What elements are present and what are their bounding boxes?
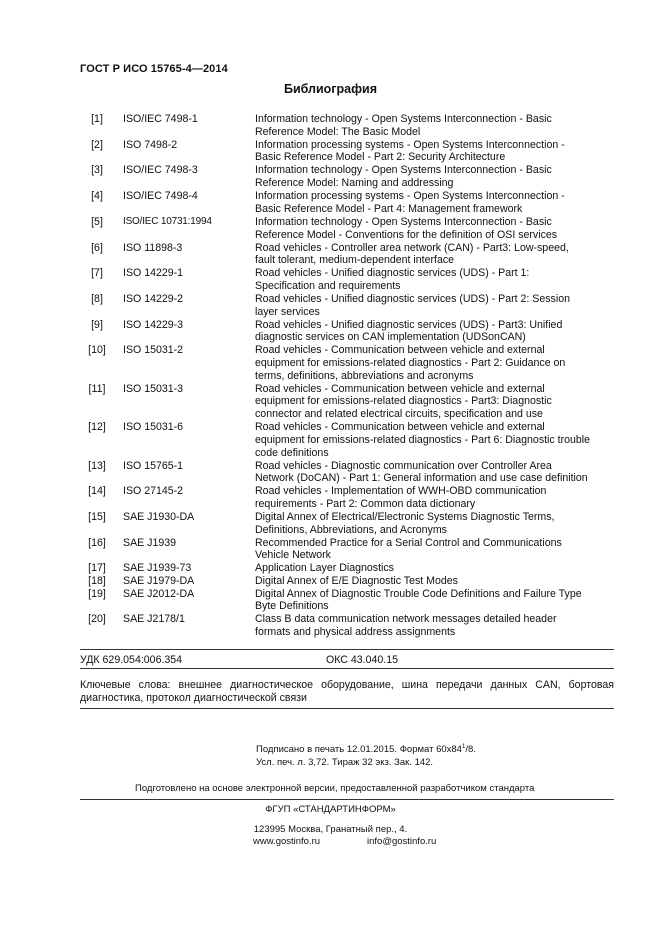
entry-description [255, 537, 615, 562]
entry-number: [2] [91, 138, 103, 151]
entry-number: [8] [91, 292, 103, 305]
entry-description-line: Road vehicles - Communication between vehicle and external [255, 421, 545, 434]
entry-number: [4] [91, 190, 103, 203]
entry-description [255, 242, 615, 267]
entry-description-line: Road vehicles - Communication between vehicle and external [255, 344, 545, 357]
entry-description [255, 293, 615, 318]
entry-number: [18] [88, 575, 106, 587]
entry-description [255, 319, 615, 344]
entry-standard-code: ISO 27145-2 [123, 485, 184, 498]
entry-description-line: Digital Annex of E/E Diagnostic Test Modes [255, 575, 458, 587]
entry-standard-code: SAE J1979-DA [123, 575, 195, 587]
entry-standard-code: ISO/IEC 7498-1 [123, 113, 198, 125]
entry-description [255, 485, 615, 510]
entry-description-line: Vehicle Network [255, 549, 331, 562]
entry-description [255, 421, 615, 459]
entry-number: [5] [91, 215, 103, 228]
entry-description-line: formats and physical address assignments [255, 626, 456, 639]
format-fraction-num: 1 [461, 744, 466, 750]
entry-description-line: Reference Model: The Basic Model [255, 125, 421, 138]
running-header: ГОСТ Р ИСО 15765-4—2014 [80, 63, 228, 75]
entry-description-line: Road vehicles - Diagnostic communication over Controller Area [255, 459, 552, 472]
website-link[interactable]: www.gostinfo.ru [253, 836, 321, 847]
entry-standard-code: ISO 15765-1 [123, 459, 184, 472]
entry-description-line: Basic Reference Model - Part 4: Management framework [255, 202, 523, 215]
entry-number: [19] [88, 587, 106, 600]
entry-standard-code: ISO 11898-3 [123, 241, 183, 254]
page-title: Библиография [283, 82, 378, 96]
entry-number: [20] [88, 613, 106, 626]
entry-description [255, 164, 615, 189]
entry-description-line: Information processing systems - Open Systems Interconnection - [255, 190, 565, 203]
entry-standard-code: ISO 7498-2 [123, 138, 178, 151]
print-info: Усл. печ. л. 3,72. Тираж 32 экз. Зак. 142. [256, 757, 434, 768]
divider-top [80, 649, 614, 650]
entry-standard-code: ISO 15031-2 [123, 344, 184, 357]
entry-standard-code: SAE J1939 [123, 536, 177, 549]
entry-description-line: Road vehicles - Implementation of WWH-OBD communication [255, 485, 547, 498]
entry-description-line: Road vehicles - Controller area network (CAN) - Part3: Low-speed, [255, 241, 569, 254]
format-fraction-den: /8. [465, 744, 476, 756]
entry-description-line: equipment for emissions-related diagnostics - Part3: Diagnostic [255, 395, 552, 408]
publisher-name: ФГУП «СТАНДАРТИНФОРМ» [265, 804, 396, 815]
entry-number: [17] [88, 562, 106, 575]
entry-description-line: Information processing systems - Open Systems Interconnection - [255, 138, 565, 151]
entry-description [255, 613, 615, 638]
email-link[interactable]: info@gostinfo.ru [367, 836, 437, 847]
entry-number: [16] [88, 536, 106, 549]
entry-description-line: Reference Model: Naming and addressing [255, 177, 454, 190]
entry-standard-code: ISO 14229-2 [123, 292, 184, 305]
entry-number: [7] [91, 267, 103, 280]
entry-standard-code: SAE J1939-73 [123, 562, 192, 575]
entry-description [255, 511, 615, 536]
prepared-note: Подготовлено на основе электронной версии, предоставленной разработчиком стандарта [135, 783, 535, 794]
entry-description-line: Recommended Practice for a Serial Control and Communications [255, 536, 562, 549]
divider-bottom [80, 708, 614, 709]
entry-description-line: Definitions, Abbreviations, and Acronyms [255, 523, 447, 536]
entry-description-line: connector and related electrical circuits, specification and use [255, 408, 543, 421]
publisher-address: 123995 Москва, Гранатный пер., 4. [253, 824, 408, 835]
entry-standard-code: ISO/IEC 7498-3 [123, 164, 198, 177]
entry-description-line: equipment for emissions-related diagnostics - Part 2: Guidance on [255, 357, 566, 369]
entry-description-line: Digital Annex of Diagnostic Trouble Code Definitions and Failure Type [255, 587, 582, 600]
entry-standard-code: ISO 15031-6 [123, 421, 184, 434]
entry-description [255, 216, 615, 241]
keywords: Ключевые слова: внешнее диагностическое оборудование, шина передачи данных CAN, бортовая диагностика, протокол диагностической связи [80, 679, 614, 704]
entry-description [255, 139, 615, 164]
entry-description [255, 460, 615, 485]
entry-number: [9] [91, 318, 103, 331]
entry-number: [1] [91, 113, 103, 125]
entry-description-line: Class B data communication network messages detailed header [255, 613, 557, 626]
entry-number: [11] [88, 382, 106, 395]
entry-number: [3] [91, 164, 103, 177]
entry-description-line: Road vehicles - Unified diagnostic services (UDS) - Part3: Unified [255, 318, 563, 331]
entry-standard-code: SAE J1930-DA [123, 510, 195, 523]
entry-description-line: Road vehicles - Unified diagnostic services (UDS) - Part 1: [255, 267, 530, 280]
entry-description [255, 344, 615, 382]
entry-number: [14] [88, 485, 106, 498]
signed-text: Подписано в печать 12.01.2015. Формат 60х84 [256, 744, 462, 756]
entry-description-line: terms, definitions, abbreviations and acronyms [255, 369, 474, 382]
entry-description-line: Reference Model - Conventions for the definition of OSI services [255, 228, 558, 241]
entry-description-line: Information technology - Open Systems Interconnection - Basic [255, 215, 552, 228]
entry-description [255, 575, 615, 588]
entry-number: [10] [88, 344, 106, 357]
entry-description-line: Basic Reference Model - Part 2: Security Architecture [255, 151, 506, 164]
entry-description-line: fault tolerant, medium-dependent interface [255, 254, 455, 267]
entry-description-line: requirements - Part 2: Common data dictionary [255, 497, 476, 510]
entry-description-line: Road vehicles - Unified diagnostic services (UDS) - Part 2: Session [255, 292, 570, 305]
divider-mid [80, 668, 614, 669]
entry-description-line: Information technology - Open Systems Interconnection - Basic [255, 164, 552, 177]
entry-description-line: code definitions [255, 446, 329, 459]
entry-standard-code: SAE J2012-DA [123, 587, 195, 600]
entry-description-line: Byte Definitions [255, 600, 329, 613]
entry-number: [15] [88, 510, 106, 523]
entry-description-line: layer services [255, 305, 320, 318]
entry-description [255, 190, 615, 215]
entry-standard-code: ISO/IEC 10731:1994 [123, 215, 212, 227]
entry-description-line: Network (DoCAN) - Part 1: General information and use case definition [255, 472, 588, 485]
entry-description [255, 383, 615, 421]
publisher-divider [80, 799, 614, 800]
entry-description-line: Digital Annex of Electrical/Electronic Systems Diagnostic Terms, [255, 510, 555, 523]
udk-code: УДК 629.054:006.354 [80, 654, 183, 666]
entry-description [255, 267, 615, 292]
entry-description-line: diagnostic services on CAN implementation (UDSonCAN) [255, 331, 526, 344]
entry-standard-code: ISO/IEC 7498-4 [123, 190, 198, 203]
entry-standard-code: ISO 15031-3 [123, 382, 184, 395]
entry-number: [6] [91, 241, 103, 254]
entry-number: [13] [88, 459, 106, 472]
entry-description [255, 113, 615, 138]
oks-code: ОКС 43.040.15 [326, 654, 399, 666]
entry-description [255, 562, 615, 575]
entry-description-line: Application Layer Diagnostics [255, 562, 394, 575]
entry-standard-code: SAE J2178/1 [123, 613, 185, 626]
entry-standard-code: ISO 14229-1 [123, 267, 184, 280]
entry-description-line: Road vehicles - Communication between vehicle and external [255, 382, 545, 395]
entry-description-line: Information technology - Open Systems Interconnection - Basic [255, 113, 552, 125]
entry-description [255, 588, 615, 613]
entry-standard-code: ISO 14229-3 [123, 318, 184, 331]
entry-description-line: Specification and requirements [255, 279, 401, 292]
signed-info [256, 744, 476, 755]
entry-description-line: equipment for emissions-related diagnostics - Part 6: Diagnostic trouble [255, 433, 591, 446]
entry-number: [12] [88, 421, 106, 434]
